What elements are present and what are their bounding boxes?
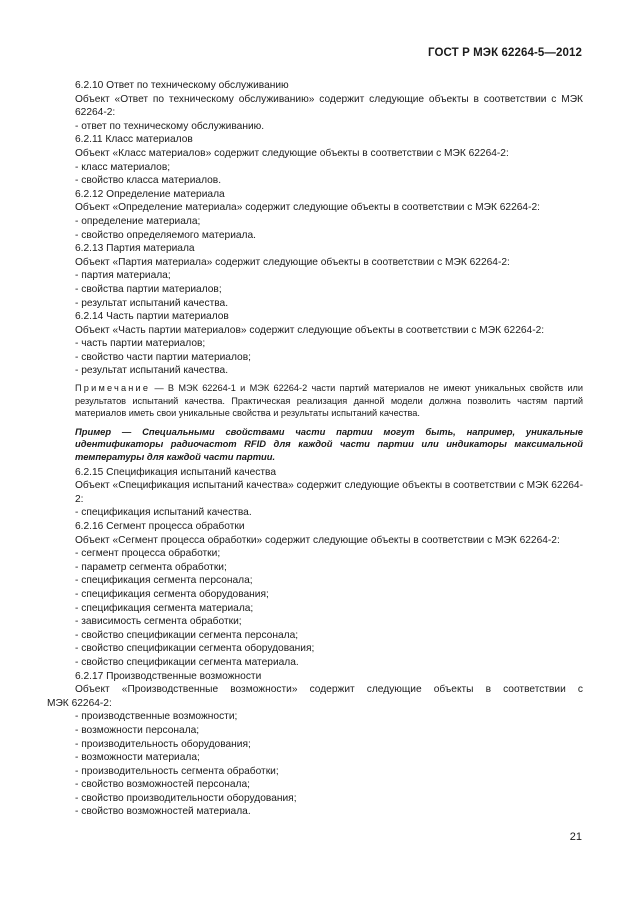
list-item: - свойство спецификации сегмента персонала;: [75, 629, 299, 641]
list-item: - спецификация сегмента персонала;: [75, 575, 253, 587]
list-item: - свойство производительности оборудования;: [75, 792, 297, 804]
section-title-6-2-16: 6.2.16 Сегмент процесса обработки: [75, 521, 245, 532]
list-item: - свойство определяемого материала.: [75, 229, 256, 241]
list-item: - ответ по техническому обслуживанию.: [75, 120, 265, 132]
list-item: - спецификация сегмента оборудования;: [75, 588, 269, 600]
list-item: - часть партии материалов;: [75, 338, 206, 350]
note-text: — В МЭК 62264-1 и МЭК 62264-2 части партий материалов не имеют уникальных свойств или результатов испытаний качества. Практическая реализация данной модели должна позволить частям партий материалов иметь свои уникальные свойства и результаты испытаний качества.: [75, 383, 583, 419]
list-item: - партия материала;: [75, 270, 171, 282]
list-item: - спецификация испытаний качества.: [75, 507, 252, 519]
document-header: ГОСТ Р МЭК 62264-5—2012: [428, 47, 582, 59]
note-paragraph: [47, 382, 583, 420]
section-intro-6-2-12: Объект «Определение материала» содержит следующие объекты в соответствии с МЭК 62264-2:: [75, 202, 540, 214]
list-item: - свойство возможностей материала.: [75, 806, 251, 818]
section-intro-6-2-17-line2: МЭК 62264-2:: [47, 697, 112, 709]
list-item: - сегмент процесса обработки;: [75, 548, 221, 560]
list-item: - свойство спецификации сегмента оборудования;: [75, 643, 315, 655]
list-item: - свойства партии материалов;: [75, 283, 222, 295]
section-title-6-2-10: 6.2.10 Ответ по техническому обслуживанию: [75, 80, 289, 91]
section-title-6-2-14: 6.2.14 Часть партии материалов: [75, 311, 229, 323]
list-item: - производственные возможности;: [75, 711, 238, 723]
list-item: - производительность оборудования;: [75, 738, 251, 750]
section-intro-6-2-11: Объект «Класс материалов» содержит следующие объекты в соответствии с МЭК 62264-2:: [75, 147, 509, 159]
list-item: - результат испытаний качества.: [75, 365, 229, 377]
section-title-6-2-13: 6.2.13 Партия материала: [75, 243, 195, 255]
section-title-6-2-17: 6.2.17 Производственные возможности: [75, 670, 262, 682]
section-title-6-2-12: 6.2.12 Определение материала: [75, 188, 225, 200]
section-intro-6-2-16: Объект «Сегмент процесса обработки» содержит следующие объекты в соответствии с МЭК 62264-2:: [75, 534, 560, 546]
note-label: Примечание: [75, 383, 151, 394]
section-intro-6-2-17-line1: Объект «Производственные возможности» содержит следующие объекты в соответствии с: [75, 684, 583, 696]
section-title-6-2-15: 6.2.15 Спецификация испытаний качества: [75, 466, 277, 478]
document-body: [47, 79, 583, 819]
list-item: - результат испытаний качества.: [75, 297, 229, 309]
list-item: - определение материала;: [75, 215, 201, 227]
section-intro-6-2-13: Объект «Партия материала» содержит следующие объекты в соответствии с МЭК 62264-2:: [75, 256, 510, 268]
list-item: - свойство спецификации сегмента материала.: [75, 656, 299, 668]
section-title-6-2-11: 6.2.11 Класс материалов: [75, 134, 193, 146]
list-item: - свойство части партии материалов;: [75, 351, 251, 363]
list-item: - зависимость сегмента обработки;: [75, 616, 242, 628]
list-item: - параметр сегмента обработки;: [75, 561, 227, 573]
list-item: - свойство возможностей персонала;: [75, 779, 250, 791]
list-item: - класс материалов;: [75, 161, 171, 173]
list-item: - свойство класса материалов.: [75, 175, 222, 187]
list-item: - возможности материала;: [75, 752, 200, 764]
list-item: - производительность сегмента обработки;: [75, 765, 279, 777]
example-paragraph: Пример — Специальными свойствами части партии могут быть, например, уникальные идентификаторы радиочастот RFID для каждой части партии или индикаторы максимальной температуры для каждой части партии.: [75, 425, 583, 463]
page-number: 21: [569, 831, 582, 843]
list-item: - спецификация сегмента материала;: [75, 602, 254, 614]
section-intro-6-2-14: Объект «Часть партии материалов» содержит следующие объекты в соответствии с МЭК 62264-2:: [75, 324, 545, 336]
section-intro-6-2-10: Объект «Ответ по техническому обслуживанию» содержит следующие объекты в соответствии с МЭК 62264-2:: [75, 93, 583, 119]
section-intro-6-2-15: Объект «Спецификация испытаний качества» содержит следующие объекты в соответствии с МЭК 62264-2:: [75, 480, 583, 505]
list-item: - возможности персонала;: [75, 724, 200, 736]
